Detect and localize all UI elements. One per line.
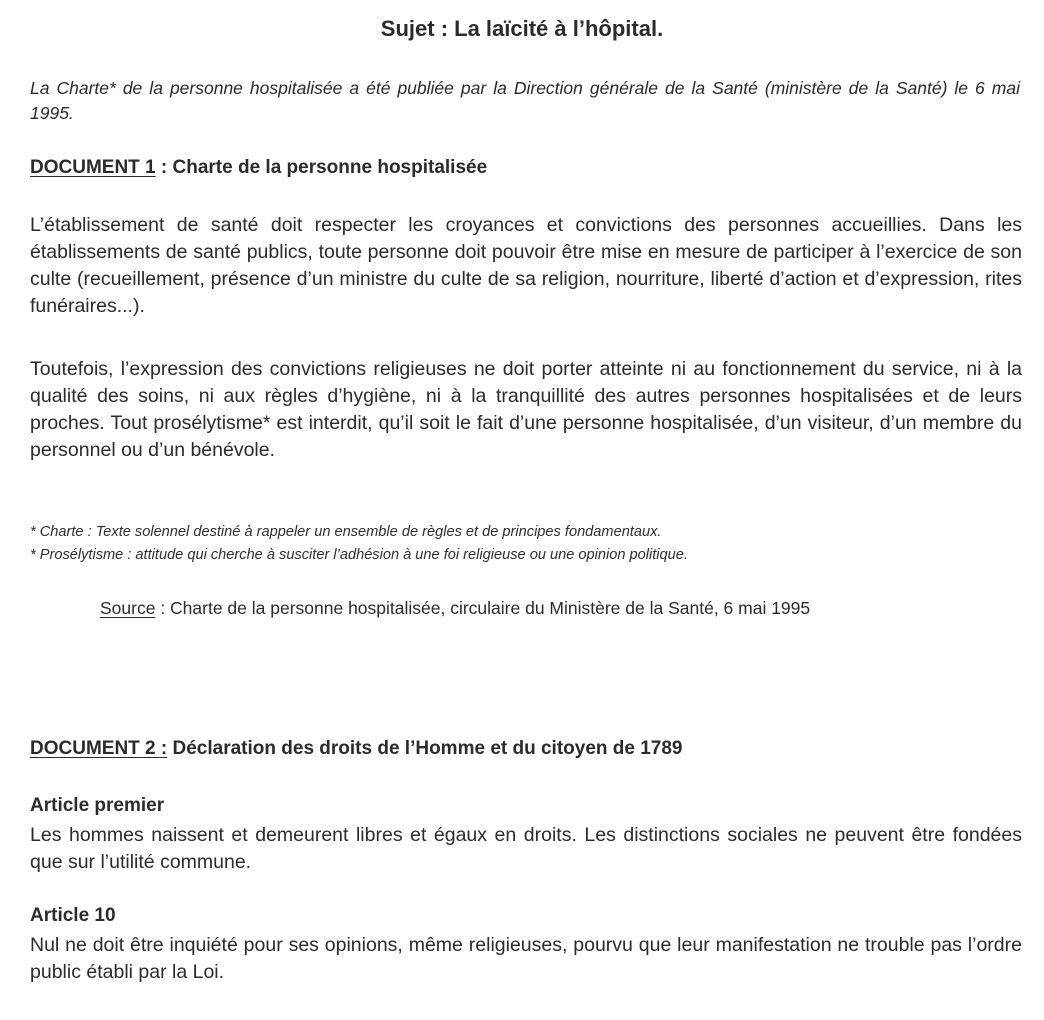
source-label: Source: [100, 598, 156, 618]
source-text: : Charte de la personne hospitalisée, circulaire du Ministère de la Santé, 6 mai 1995: [155, 598, 811, 618]
footnote-charte: * Charte : Texte solennel destiné à rappeler un ensemble de règles et de principes fondamentaux.: [30, 524, 662, 540]
document-1-paragraph-1: L’établissement de santé doit respecter les croyances et convictions des personnes accueillies. Dans les établissements de santé publics, toute personne doit pouvoir être mise en mesure de participer à l’exercice de son culte (recueillement, présence d’un ministre du culte de sa religion, nourriture, liberté d’action et d’expression, rites funéraires...).: [30, 214, 1022, 317]
document-1-source: [100, 598, 810, 619]
article-premier-text: Les hommes naissent et demeurent libres et égaux en droits. Les distinctions sociales ne peuvent être fondées que sur l’utilité commune.: [30, 824, 1022, 873]
footnote-proselytisme: * Prosélytisme : attitude qui cherche à susciter l’adhésion à une foi religieuse ou une opinion politique.: [30, 547, 688, 563]
article-10-text: Nul ne doit être inquiété pour ses opinions, même religieuses, pourvu que leur manifestation ne trouble pas l’ordre public établi par la Loi.: [30, 934, 1022, 983]
article-premier-title: Article premier: [30, 795, 165, 816]
article-10-title: Article 10: [30, 905, 116, 926]
document-1-label: DOCUMENT 1: [30, 157, 156, 178]
page-title: Sujet : La laïcité à l’hôpital.: [380, 16, 664, 41]
document-1-heading: [30, 157, 487, 179]
document-1-separator: :: [155, 157, 173, 178]
document-2-label: DOCUMENT 2 :: [30, 738, 168, 759]
document-2-title: Déclaration des droits de l’Homme et du citoyen de 1789: [167, 738, 683, 759]
document-1-paragraph-2: Toutefois, l’expression des convictions religieuses ne doit porter atteinte ni au fonctionnement du service, ni à la qualité des soins, ni aux règles d’hygiène, ni à la tranquillité des autres personnes hospitalisées et de leurs proches. Tout prosélytisme* est interdit, qu’il soit le fait d’une personne hospitalisée, d’un visiteur, d’un membre du personnel ou d’un bénévole.: [30, 358, 1022, 461]
intro-text: La Charte* de la personne hospitalisée a été publiée par la Direction générale de la Santé (ministère de la Santé) le 6 mai 1995.: [30, 78, 1020, 123]
document-1-title: Charte de la personne hospitalisée: [172, 157, 488, 178]
document-2-heading: [30, 738, 683, 760]
